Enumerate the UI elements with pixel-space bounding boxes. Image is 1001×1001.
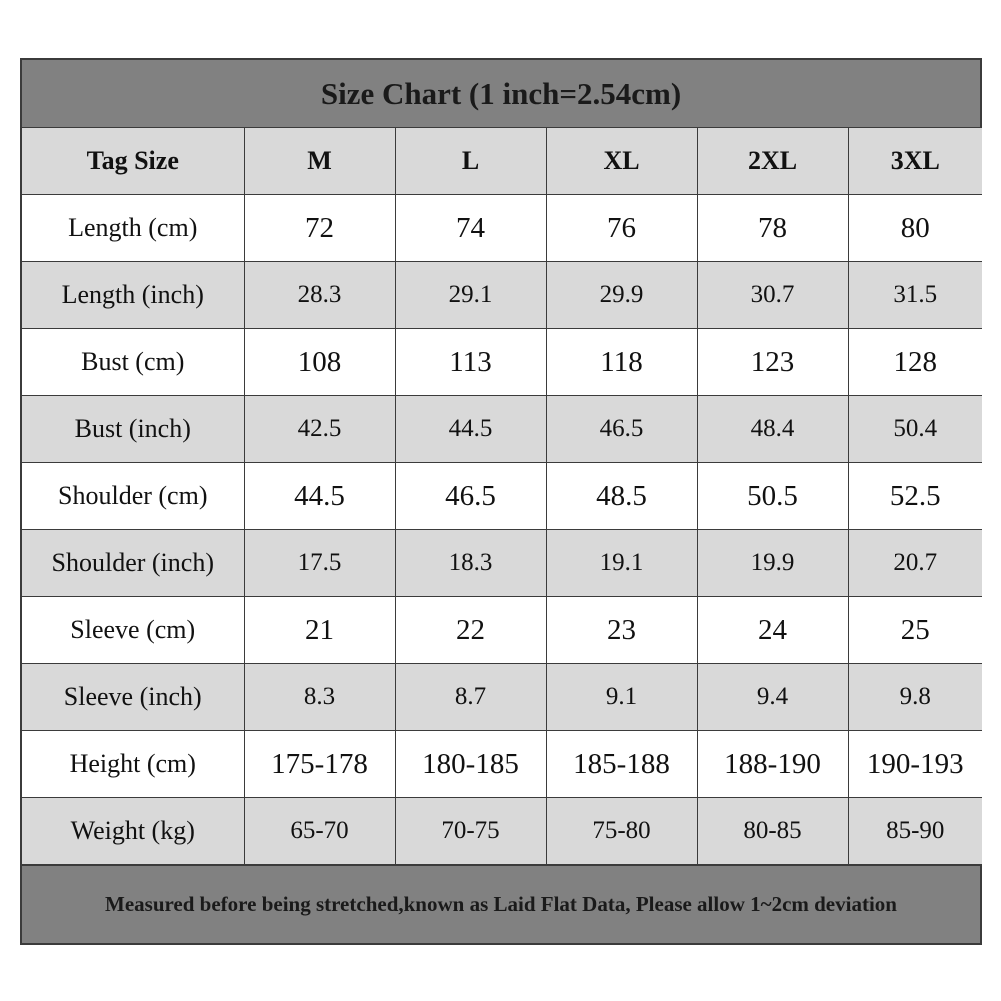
table-cell: 80-85 bbox=[697, 798, 848, 865]
table-cell: 9.4 bbox=[697, 664, 848, 731]
row-label: Shoulder (cm) bbox=[22, 463, 244, 530]
row-label: Bust (inch) bbox=[22, 396, 244, 463]
table-cell: 78 bbox=[697, 195, 848, 262]
row-label: Weight (kg) bbox=[22, 798, 244, 865]
table-cell: 48.4 bbox=[697, 396, 848, 463]
table-cell: 8.3 bbox=[244, 664, 395, 731]
table-cell: 123 bbox=[697, 329, 848, 396]
table-row bbox=[22, 329, 982, 396]
table-cell: 30.7 bbox=[697, 262, 848, 329]
table-cell: 175-178 bbox=[244, 731, 395, 798]
table-cell: 50.4 bbox=[848, 396, 982, 463]
table-cell: 74 bbox=[395, 195, 546, 262]
table-cell: 65-70 bbox=[244, 798, 395, 865]
table-cell: 85-90 bbox=[848, 798, 982, 865]
table-cell: 46.5 bbox=[546, 396, 697, 463]
table-cell: 128 bbox=[848, 329, 982, 396]
table-row bbox=[22, 731, 982, 798]
table-row bbox=[22, 798, 982, 865]
table-cell: 46.5 bbox=[395, 463, 546, 530]
table-cell: 118 bbox=[546, 329, 697, 396]
table-cell: 190-193 bbox=[848, 731, 982, 798]
size-chart bbox=[20, 58, 982, 945]
table-row bbox=[22, 195, 982, 262]
table-cell: 50.5 bbox=[697, 463, 848, 530]
table-row bbox=[22, 664, 982, 731]
table-cell: 24 bbox=[697, 597, 848, 664]
table-cell: 108 bbox=[244, 329, 395, 396]
table-cell: 44.5 bbox=[244, 463, 395, 530]
size-header: 2XL bbox=[697, 128, 848, 195]
row-label: Shoulder (inch) bbox=[22, 530, 244, 597]
size-header: 3XL bbox=[848, 128, 982, 195]
table-cell: 188-190 bbox=[697, 731, 848, 798]
table-cell: 17.5 bbox=[244, 530, 395, 597]
size-table bbox=[22, 128, 982, 865]
table-cell: 28.3 bbox=[244, 262, 395, 329]
table-cell: 21 bbox=[244, 597, 395, 664]
table-row bbox=[22, 463, 982, 530]
row-label: Sleeve (inch) bbox=[22, 664, 244, 731]
table-cell: 180-185 bbox=[395, 731, 546, 798]
size-header: M bbox=[244, 128, 395, 195]
table-cell: 9.1 bbox=[546, 664, 697, 731]
footer-note: Measured before being stretched,known as Laid Flat Data, Please allow 1~2cm deviation bbox=[22, 865, 980, 943]
table-cell: 72 bbox=[244, 195, 395, 262]
row-label: Height (cm) bbox=[22, 731, 244, 798]
table-row bbox=[22, 530, 982, 597]
table-cell: 19.1 bbox=[546, 530, 697, 597]
table-cell: 29.1 bbox=[395, 262, 546, 329]
table-row bbox=[22, 597, 982, 664]
table-row bbox=[22, 396, 982, 463]
table-cell: 70-75 bbox=[395, 798, 546, 865]
table-cell: 80 bbox=[848, 195, 982, 262]
table-cell: 48.5 bbox=[546, 463, 697, 530]
table-cell: 8.7 bbox=[395, 664, 546, 731]
table-cell: 29.9 bbox=[546, 262, 697, 329]
table-row bbox=[22, 262, 982, 329]
chart-title: Size Chart (1 inch=2.54cm) bbox=[22, 60, 980, 128]
header-row bbox=[22, 128, 982, 195]
table-cell: 44.5 bbox=[395, 396, 546, 463]
table-cell: 23 bbox=[546, 597, 697, 664]
table-cell: 113 bbox=[395, 329, 546, 396]
tag-size-header: Tag Size bbox=[22, 128, 244, 195]
size-header: L bbox=[395, 128, 546, 195]
row-label: Length (cm) bbox=[22, 195, 244, 262]
table-cell: 76 bbox=[546, 195, 697, 262]
row-label: Length (inch) bbox=[22, 262, 244, 329]
table-cell: 75-80 bbox=[546, 798, 697, 865]
table-cell: 52.5 bbox=[848, 463, 982, 530]
table-cell: 22 bbox=[395, 597, 546, 664]
table-cell: 25 bbox=[848, 597, 982, 664]
table-cell: 20.7 bbox=[848, 530, 982, 597]
table-cell: 9.8 bbox=[848, 664, 982, 731]
table-cell: 19.9 bbox=[697, 530, 848, 597]
row-label: Sleeve (cm) bbox=[22, 597, 244, 664]
table-cell: 185-188 bbox=[546, 731, 697, 798]
size-header: XL bbox=[546, 128, 697, 195]
table-cell: 18.3 bbox=[395, 530, 546, 597]
row-label: Bust (cm) bbox=[22, 329, 244, 396]
table-cell: 31.5 bbox=[848, 262, 982, 329]
table-cell: 42.5 bbox=[244, 396, 395, 463]
